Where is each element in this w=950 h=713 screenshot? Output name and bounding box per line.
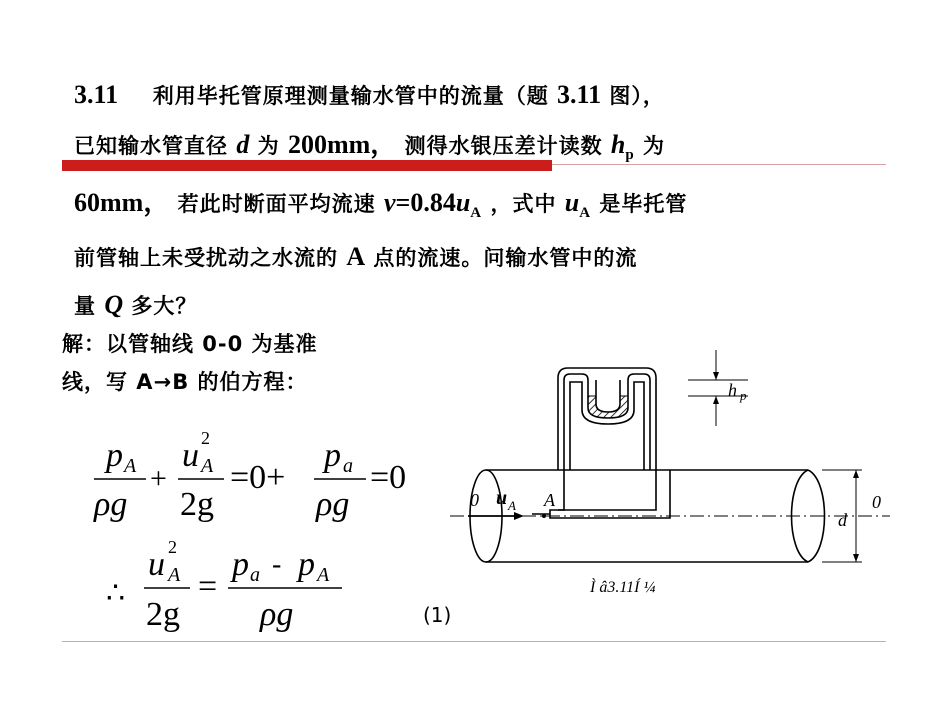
var-v: v: [383, 188, 396, 217]
eq1-t1-den: ρg: [94, 486, 128, 523]
problem-text-2d: 为: [643, 134, 666, 158]
problem-text-4: 前管轴上未受扰动之水流的: [74, 246, 338, 270]
problem-text-5b: 多大？: [131, 294, 198, 318]
var-uA: u: [564, 188, 580, 217]
value-diameter: 200mm，: [287, 130, 397, 159]
problem-line-4: [74, 244, 890, 270]
eq2-lhs-num: u: [148, 546, 165, 583]
problem-text-3: 若此时断面平均流速: [177, 192, 376, 216]
problem-text-2c: 测得水银压差计读数: [404, 134, 603, 158]
therefore-symbol: ∴: [106, 577, 126, 610]
eq2-eq: =: [198, 568, 218, 605]
label-hp: h: [728, 380, 737, 400]
var-d: d: [236, 130, 250, 159]
eq1-eq-zero: =0+: [230, 459, 286, 496]
eq2-rhs-num1: p: [232, 546, 249, 583]
solution-text-2a: 线，写 A: [62, 370, 154, 394]
eq1-t2-sub: A: [201, 455, 214, 477]
figure-caption: Ì â3.11Í ¼: [590, 579, 656, 596]
bernoulli-equation: [88, 422, 448, 532]
problem-text-4b: 点的流速。问输水管中的流: [373, 246, 638, 270]
eq2-rhs-sub1: a: [250, 564, 260, 586]
problem-text-2: 已知输水管直径: [74, 134, 228, 158]
label-A: A: [544, 490, 555, 510]
label-0-right: 0: [872, 492, 881, 512]
accent-bar: [62, 160, 552, 171]
var-uA-sub: A: [579, 205, 592, 221]
u-tube-center: [596, 380, 620, 412]
problem-text-5: 量: [74, 294, 96, 318]
problem-number: 3.11: [74, 80, 119, 109]
var-Q: Q: [104, 290, 124, 319]
label-0-left: 0: [470, 490, 479, 510]
label-uA: u: [496, 487, 508, 509]
manometer-tube-outer: [564, 374, 650, 470]
eq1-rhs: =0: [370, 459, 407, 496]
eq1-t2-den: 2g: [180, 486, 214, 523]
eq1-t2-sup: 2: [201, 428, 210, 448]
pitot-inner: [558, 470, 656, 510]
var-u-sub: A: [470, 205, 483, 221]
var-hp: h: [610, 130, 626, 159]
eq1-t3-sub: a: [343, 455, 353, 477]
problem-text-2b: 为: [257, 134, 280, 158]
point-A-marker: [542, 514, 546, 518]
mercury-fill: [588, 396, 628, 418]
point-A: A: [346, 242, 366, 271]
label-hp-sub: p: [740, 388, 747, 403]
manometer-tube-inner: [570, 382, 644, 470]
eq2-rhs-den: ρg: [260, 596, 294, 633]
problem-text-1: 利用毕托管原理测量输水管中的流量（题: [152, 84, 549, 108]
solution-text-2b: B 的伯方程：: [172, 370, 308, 394]
problem-line-2: [74, 132, 890, 163]
problem-text-3c: 是毕托管: [599, 192, 688, 216]
eq2-lhs-sub: A: [168, 564, 181, 586]
value-reading: 60mm，: [74, 188, 170, 217]
eq1-t1-num: p: [106, 437, 123, 474]
divider-bottom: [62, 641, 886, 642]
d-arrow-up-icon: [853, 470, 859, 478]
eq1-t1-num-sub: A: [124, 455, 137, 477]
eq2-rhs-sub2: A: [317, 564, 330, 586]
problem-line-5: [74, 292, 890, 318]
solution-line-1: 解：以管轴线 0-0 为基准: [62, 332, 318, 356]
eq1-t3-num: p: [324, 437, 341, 474]
arrow-icon: →: [153, 370, 173, 394]
figure-ref: 3.11: [557, 80, 602, 109]
hp-arrow-up-icon: [713, 396, 719, 404]
eq1-plus: +: [150, 462, 167, 495]
label-d: d: [838, 510, 847, 530]
eq1-t3-den: ρg: [316, 486, 350, 523]
var-u: u: [455, 188, 471, 217]
problem-line-1: [74, 82, 890, 108]
solution-line-2: [62, 372, 308, 393]
d-arrow-down-icon: [853, 554, 859, 562]
velocity-equation: [100, 535, 360, 640]
eq2-rhs-num2: p: [298, 546, 315, 583]
formula-coef: =0.84: [395, 188, 456, 217]
riser-outer: [558, 368, 656, 470]
var-hp-sub: p: [625, 147, 635, 163]
equation-number: (1): [423, 603, 452, 627]
eq1-t2-num: u: [182, 437, 199, 474]
problem-line-3: [74, 190, 890, 221]
hp-arrow-down-icon: [713, 372, 719, 380]
eq2-lhs-sup: 2: [168, 537, 177, 557]
pitot-tube-diagram: [440, 340, 900, 610]
eq2-lhs-den: 2g: [146, 596, 180, 633]
label-uA-sub: A: [508, 498, 516, 513]
problem-text-3b: ，式中: [490, 192, 557, 216]
flow-arrow-head-icon: [514, 512, 524, 520]
problem-text-1b: 图），: [609, 84, 665, 108]
eq2-rhs-minus: -: [272, 549, 282, 580]
